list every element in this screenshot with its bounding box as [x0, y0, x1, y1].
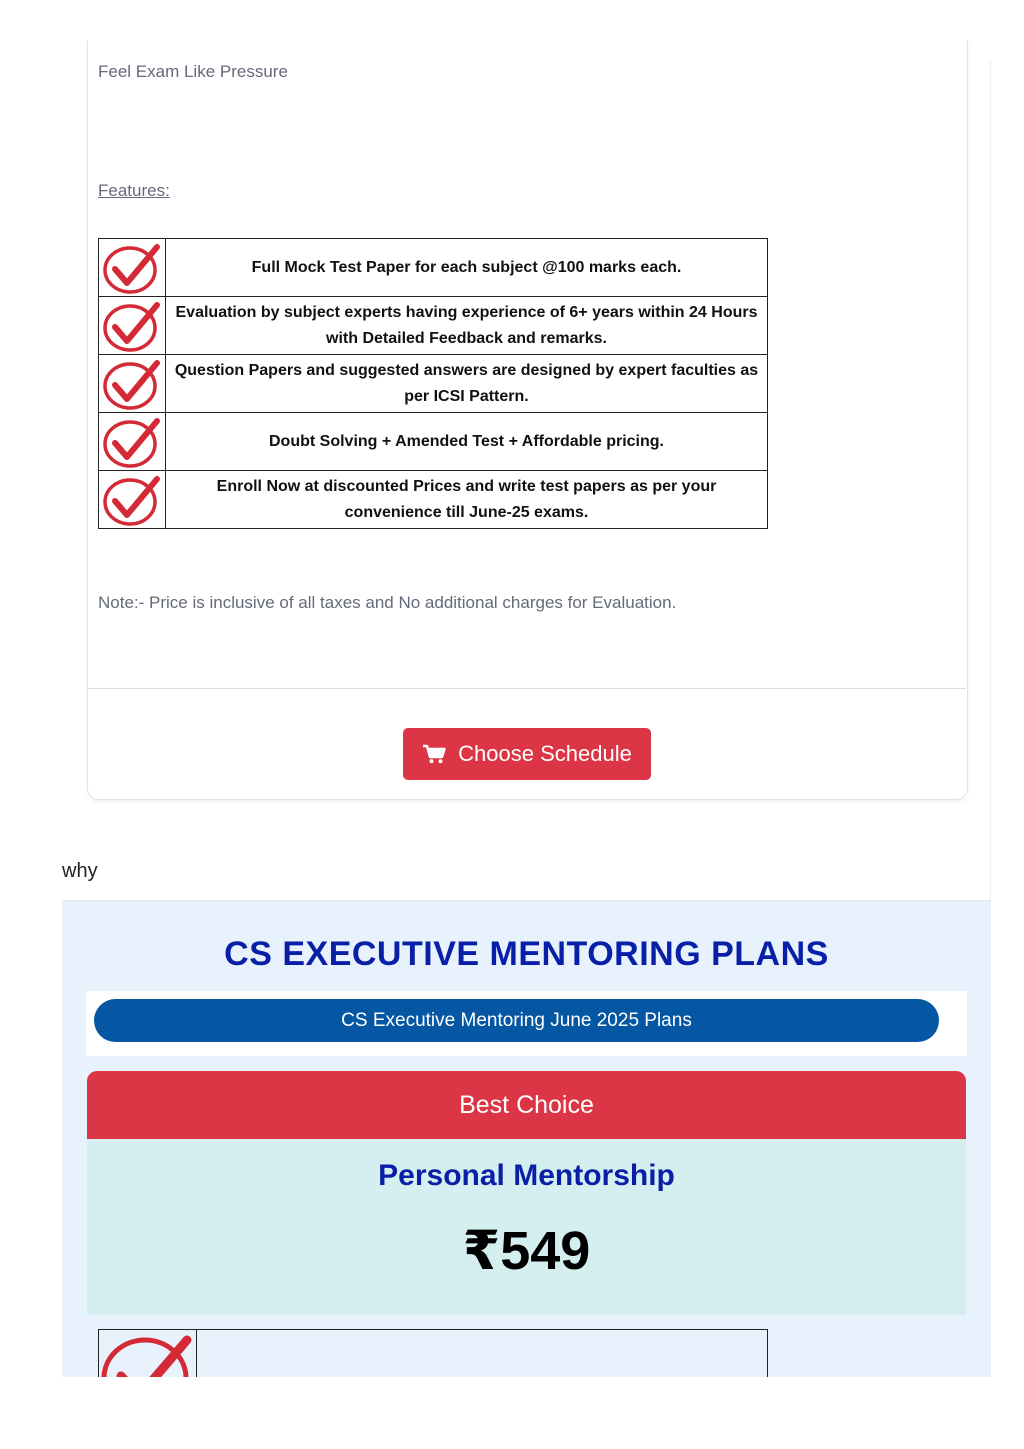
- red-check-icon: [101, 299, 163, 353]
- feature-icon-cell: [99, 413, 166, 471]
- feature-text: Question Papers and suggested answers are designed by expert faculties as per ICSI Pattern.: [166, 355, 768, 413]
- best-choice-badge: Best Choice: [87, 1071, 966, 1139]
- why-text: why: [62, 860, 98, 882]
- feature-text: Full Mock Test Paper for each subject @100 marks each.: [166, 239, 768, 297]
- feature-row: [99, 239, 768, 297]
- feature-row: [99, 297, 768, 355]
- plan-price-box: [87, 1139, 966, 1315]
- feature-row: [99, 471, 768, 529]
- plan-tabs-bar: [86, 991, 967, 1056]
- pricing-note: Note:- Price is inclusive of all taxes and No additional charges for Evaluation.: [98, 593, 677, 612]
- red-check-icon: [101, 473, 163, 527]
- right-border-line: [990, 60, 991, 900]
- tab-june-2025-plans[interactable]: CS Executive Mentoring June 2025 Plans: [94, 999, 939, 1042]
- choose-schedule-label: Choose Schedule: [458, 741, 632, 766]
- mentoring-title: CS EXECUTIVE MENTORING PLANS: [224, 935, 829, 973]
- feature-text: Evaluation by subject experts having experience of 6+ years within 24 Hours with Detailed Feedback and remarks.: [166, 297, 768, 355]
- red-check-icon: [101, 241, 163, 295]
- features-table: [98, 238, 768, 529]
- feature-icon-cell: [99, 297, 166, 355]
- feature-icon-cell: [99, 355, 166, 413]
- plan-price: ₹549: [462, 1221, 591, 1281]
- red-check-icon: [101, 415, 163, 469]
- page-bottom-whitespace: [0, 1377, 1024, 1449]
- feature-row: [99, 413, 768, 471]
- card-divider: [88, 688, 966, 689]
- choose-schedule-button[interactable]: [403, 728, 651, 780]
- feature-icon-cell: [99, 239, 166, 297]
- cart-icon: [422, 744, 446, 764]
- features-heading: Features:: [98, 181, 170, 200]
- feature-text: Enroll Now at discounted Prices and write test papers as per your convenience till June-25 exams.: [166, 471, 768, 529]
- mentoring-plans-section: [62, 900, 991, 1378]
- feature-row: [99, 355, 768, 413]
- card-tagline: Feel Exam Like Pressure: [98, 62, 288, 81]
- red-check-icon: [101, 357, 163, 411]
- feature-text: Doubt Solving + Amended Test + Affordable pricing.: [166, 413, 768, 471]
- plan-name: Personal Mentorship: [378, 1159, 675, 1192]
- feature-icon-cell: [99, 471, 166, 529]
